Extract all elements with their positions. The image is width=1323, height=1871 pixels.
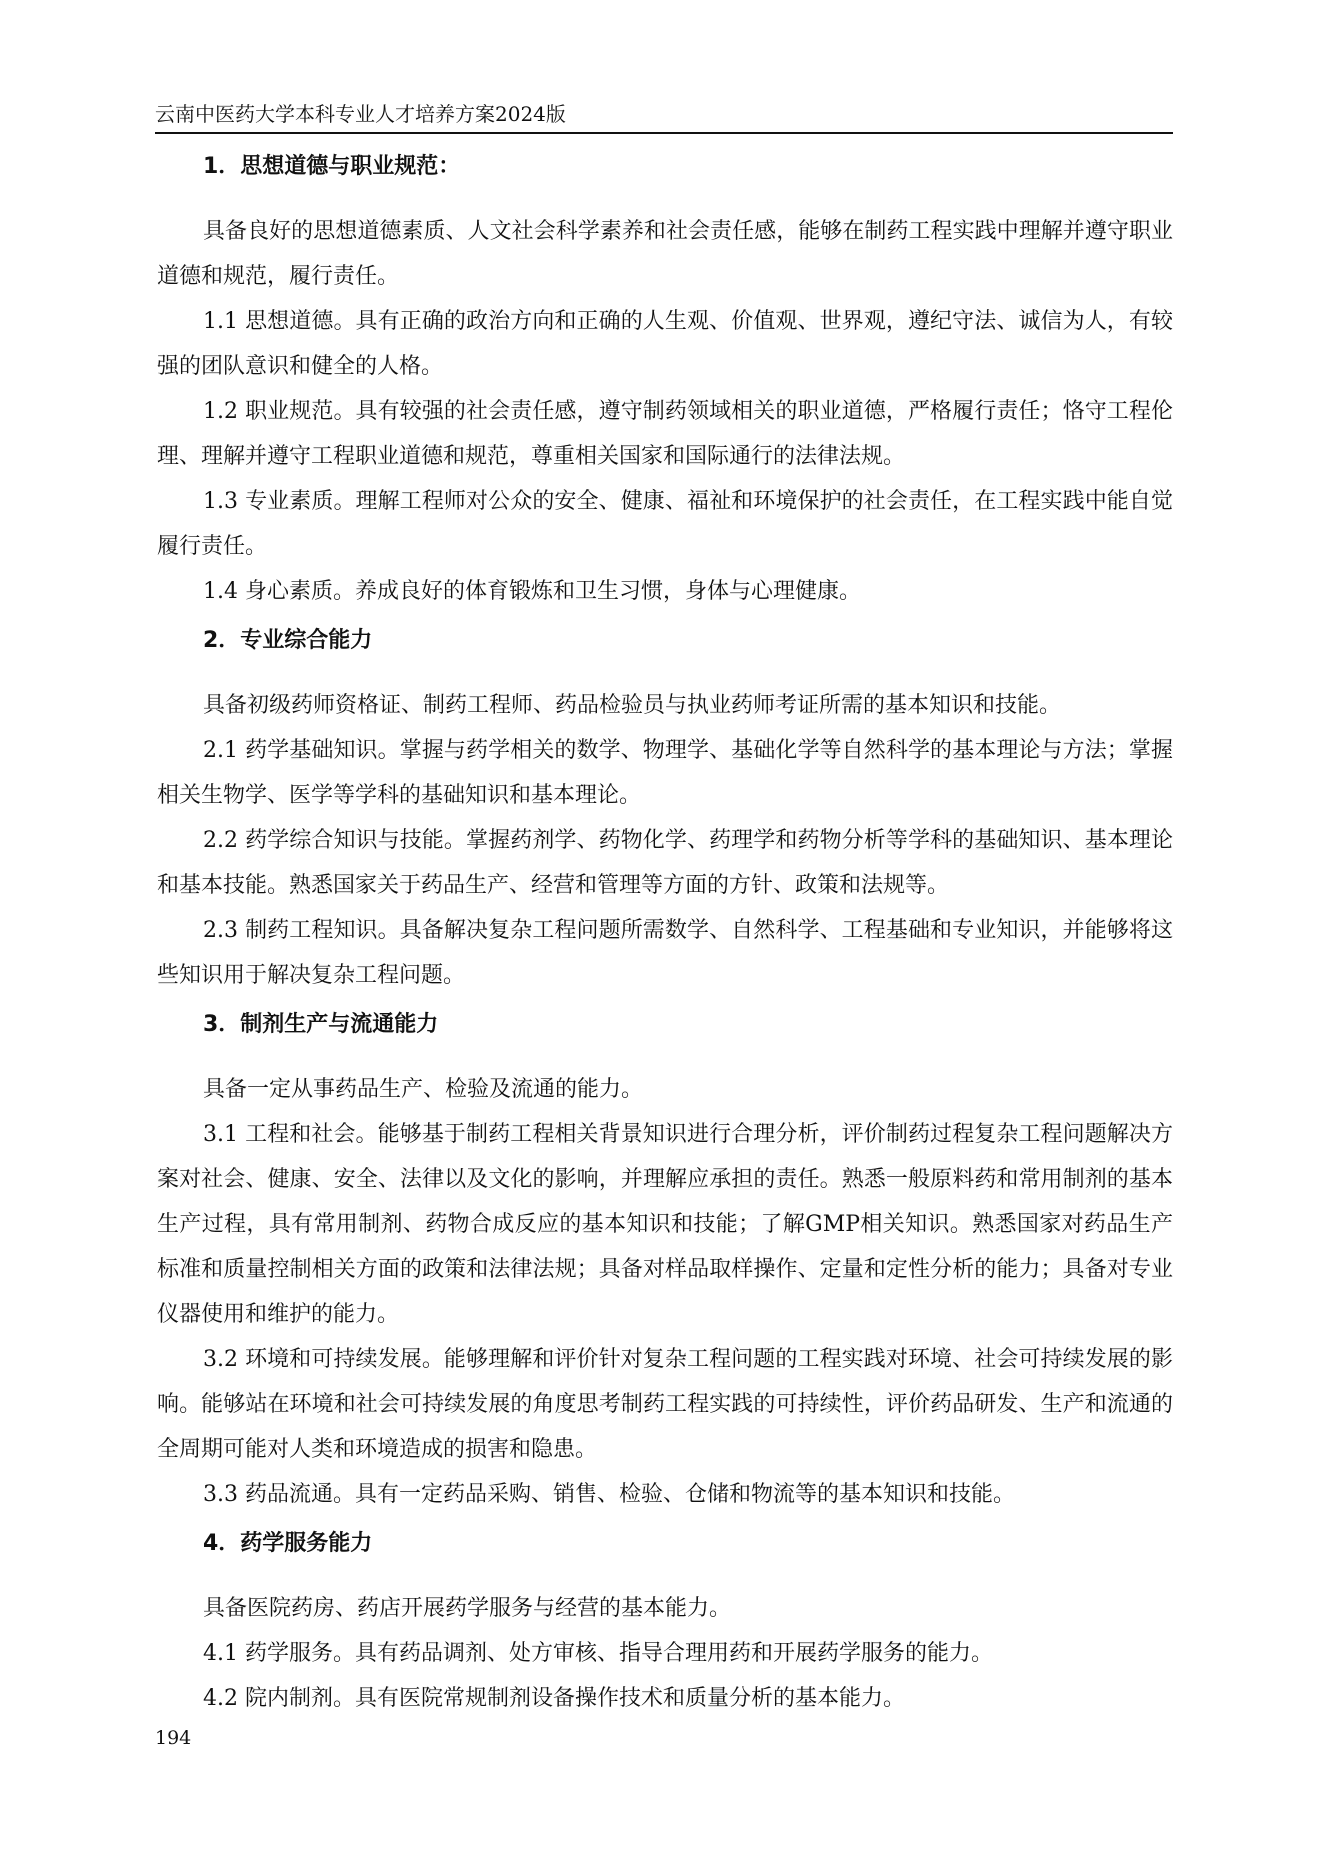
paragraph: 具备良好的思想道德素质、人文社会科学素养和社会责任感，能够在制药工程实践中理解并遵守职业道德和规范，履行责任。 xyxy=(157,219,1173,289)
paragraph: 2.1 药学基础知识。掌握与药学相关的数学、物理学、基础化学等自然科学的基本理论与方法；掌握相关生物学、医学等学科的基础知识和基本理论。 xyxy=(157,738,1173,808)
paragraph: 具备一定从事药品生产、检验及流通的能力。 xyxy=(203,1077,644,1102)
paragraph: 1.3 专业素质。理解工程师对公众的安全、健康、福祉和环境保护的社会责任，在工程实践中能自觉履行责任。 xyxy=(157,489,1173,559)
paragraph: 1.2 职业规范。具有较强的社会责任感，遵守制药领域相关的职业道德，严格履行责任；恪守工程伦理、理解并遵守工程职业道德和规范，尊重相关国家和国际通行的法律法规。 xyxy=(157,399,1173,469)
paragraph: 3.3 药品流通。具有一定药品采购、销售、检验、仓储和物流等的基本知识和技能。 xyxy=(203,1482,1015,1507)
paragraph: 1.4 身心素质。养成良好的体育锻炼和卫生习惯，身体与心理健康。 xyxy=(203,579,861,604)
paragraph: 3.1 工程和社会。能够基于制药工程相关背景知识进行合理分析，评价制药过程复杂工程问题解决方案对社会、健康、安全、法律以及文化的影响，并理解应承担的责任。熟悉一般原料药和常用制剂的基本生产过程，具有常用制剂、药物合成反应的基本知识和技能；了解GMP相关知识。熟悉国家对药品生产标准和质量控制相关方面的政策和法律法规；具备对样品取样操作、定量和定性分析的能力；具备对专业仪器使用和维护的能力。 xyxy=(157,1122,1173,1327)
section-heading: 4．药学服务能力 xyxy=(203,1531,373,1556)
paragraph: 4.2 院内制剂。具有医院常规制剂设备操作技术和质量分析的基本能力。 xyxy=(203,1686,905,1711)
document-body xyxy=(157,152,1173,1721)
document-title: 云南中医药大学本科专业人才培养方案2024版 xyxy=(155,102,566,126)
paragraph: 2.3 制药工程知识。具备解决复杂工程问题所需数学、自然科学、工程基础和专业知识，并能够将这些知识用于解决复杂工程问题。 xyxy=(157,918,1173,988)
page-header xyxy=(155,96,1173,134)
paragraph: 3.2 环境和可持续发展。能够理解和评价针对复杂工程问题的工程实践对环境、社会可持续发展的影响。能够站在环境和社会可持续发展的角度思考制药工程实践的可持续性，评价药品研发、生产和流通的全周期可能对人类和环境造成的损害和隐患。 xyxy=(157,1347,1173,1462)
paragraph: 具备医院药房、药店开展药学服务与经营的基本能力。 xyxy=(203,1596,732,1621)
section-heading: 1．思想道德与职业规范： xyxy=(203,154,461,179)
paragraph: 4.1 药学服务。具有药品调剂、处方审核、指导合理用药和开展药学服务的能力。 xyxy=(203,1641,993,1666)
paragraph: 具备初级药师资格证、制药工程师、药品检验员与执业药师考证所需的基本知识和技能。 xyxy=(203,693,1062,718)
paragraph: 2.2 药学综合知识与技能。掌握药剂学、药物化学、药理学和药物分析等学科的基础知识、基本理论和基本技能。熟悉国家关于药品生产、经营和管理等方面的方针、政策和法规等。 xyxy=(157,828,1173,898)
page-number: 194 xyxy=(155,1727,192,1749)
section-heading: 2．专业综合能力 xyxy=(203,628,373,653)
section-heading: 3．制剂生产与流通能力 xyxy=(203,1012,439,1037)
paragraph: 1.1 思想道德。具有正确的政治方向和正确的人生观、价值观、世界观，遵纪守法、诚信为人，有较强的团队意识和健全的人格。 xyxy=(157,309,1173,379)
